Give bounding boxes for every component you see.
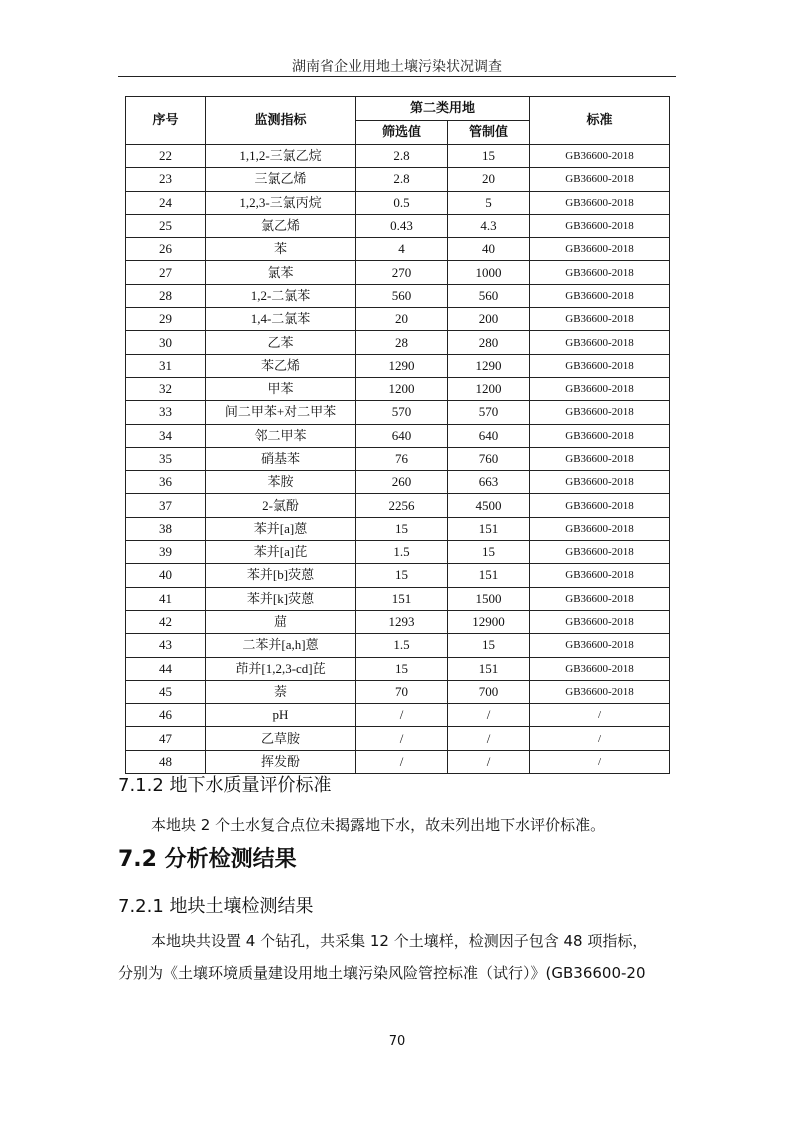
cell-screening-value: 1293	[356, 610, 448, 633]
cell-standard: /	[530, 704, 670, 727]
cell-seq: 37	[126, 494, 206, 517]
header-rule	[118, 76, 676, 77]
cell-screening-value: 2256	[356, 494, 448, 517]
table-row	[126, 447, 670, 470]
cell-indicator: 苯胺	[206, 471, 356, 494]
cell-standard: GB36600-2018	[530, 634, 670, 657]
cell-screening-value: 20	[356, 308, 448, 331]
table-row	[126, 727, 670, 750]
section-7-2-1-heading: 7.2.1 地块土壤检测结果	[118, 896, 314, 917]
table-row	[126, 401, 670, 424]
cell-seq: 42	[126, 610, 206, 633]
cell-standard: GB36600-2018	[530, 354, 670, 377]
table-row	[126, 145, 670, 168]
cell-standard: GB36600-2018	[530, 377, 670, 400]
cell-seq: 38	[126, 517, 206, 540]
cell-standard: GB36600-2018	[530, 168, 670, 191]
cell-indicator: 苯并[a]蒽	[206, 517, 356, 540]
cell-indicator: 乙苯	[206, 331, 356, 354]
cell-control-value: 570	[448, 401, 530, 424]
table-row	[126, 541, 670, 564]
cell-standard: GB36600-2018	[530, 308, 670, 331]
cell-seq: 47	[126, 727, 206, 750]
cell-screening-value: 560	[356, 284, 448, 307]
table-row	[126, 331, 670, 354]
cell-control-value: 663	[448, 471, 530, 494]
cell-seq: 45	[126, 680, 206, 703]
cell-seq: 32	[126, 377, 206, 400]
cell-screening-value: 570	[356, 401, 448, 424]
cell-standard: GB36600-2018	[530, 610, 670, 633]
cell-control-value: 20	[448, 168, 530, 191]
cell-control-value: 1500	[448, 587, 530, 610]
cell-standard: GB36600-2018	[530, 424, 670, 447]
cell-indicator: 1,2-二氯苯	[206, 284, 356, 307]
cell-control-value: /	[448, 727, 530, 750]
cell-screening-value: 15	[356, 657, 448, 680]
cell-screening-value: 1.5	[356, 634, 448, 657]
cell-screening-value: 1200	[356, 377, 448, 400]
header-screening-value: 筛选值	[356, 121, 448, 145]
cell-screening-value: 2.8	[356, 168, 448, 191]
cell-standard: GB36600-2018	[530, 587, 670, 610]
criteria-table-head	[126, 97, 670, 145]
cell-screening-value: 15	[356, 564, 448, 587]
page-header-title: 湖南省企业用地土壤污染状况调查	[292, 59, 502, 75]
cell-control-value: 12900	[448, 610, 530, 633]
cell-indicator: 二苯并[a,h]蒽	[206, 634, 356, 657]
cell-indicator: 苯并[a]芘	[206, 541, 356, 564]
table-row	[126, 377, 670, 400]
criteria-table	[125, 96, 670, 774]
cell-standard: GB36600-2018	[530, 657, 670, 680]
cell-seq: 27	[126, 261, 206, 284]
cell-control-value: 40	[448, 238, 530, 261]
cell-indicator: 茚并[1,2,3-cd]芘	[206, 657, 356, 680]
cell-indicator: 苯并[b]荧蒽	[206, 564, 356, 587]
cell-standard: GB36600-2018	[530, 261, 670, 284]
cell-screening-value: 640	[356, 424, 448, 447]
cell-standard: GB36600-2018	[530, 680, 670, 703]
cell-control-value: /	[448, 704, 530, 727]
cell-screening-value: 15	[356, 517, 448, 540]
cell-screening-value: /	[356, 727, 448, 750]
cell-seq: 34	[126, 424, 206, 447]
section-7-2-heading: 7.2 分析检测结果	[118, 847, 297, 872]
cell-seq: 48	[126, 750, 206, 773]
cell-indicator: 2-氯酚	[206, 494, 356, 517]
cell-seq: 41	[126, 587, 206, 610]
cell-control-value: 280	[448, 331, 530, 354]
cell-screening-value: 0.5	[356, 191, 448, 214]
cell-indicator: 挥发酚	[206, 750, 356, 773]
cell-seq: 33	[126, 401, 206, 424]
page-number: 70	[388, 1034, 406, 1049]
table-row	[126, 564, 670, 587]
cell-control-value: 1200	[448, 377, 530, 400]
cell-screening-value: 1.5	[356, 541, 448, 564]
cell-standard: GB36600-2018	[530, 145, 670, 168]
cell-indicator: 硝基苯	[206, 447, 356, 470]
cell-standard: GB36600-2018	[530, 284, 670, 307]
cell-seq: 26	[126, 238, 206, 261]
cell-screening-value: 270	[356, 261, 448, 284]
section-7-2-1-line-2: 分别为《土壤环境质量建设用地土壤污染风险管控标准（试行）》(GB36600-20	[118, 964, 646, 982]
cell-seq: 30	[126, 331, 206, 354]
cell-control-value: 1290	[448, 354, 530, 377]
cell-seq: 43	[126, 634, 206, 657]
cell-seq: 44	[126, 657, 206, 680]
cell-seq: 36	[126, 471, 206, 494]
cell-seq: 28	[126, 284, 206, 307]
table-row	[126, 261, 670, 284]
cell-control-value: 151	[448, 564, 530, 587]
table-row	[126, 657, 670, 680]
cell-screening-value: 76	[356, 447, 448, 470]
cell-control-value: 200	[448, 308, 530, 331]
cell-control-value: /	[448, 750, 530, 773]
table-row	[126, 634, 670, 657]
cell-standard: GB36600-2018	[530, 191, 670, 214]
cell-screening-value: 260	[356, 471, 448, 494]
cell-seq: 29	[126, 308, 206, 331]
section-7-1-2-text: 本地块 2 个土水复合点位未揭露地下水，故未列出地下水评价标准。	[151, 816, 606, 834]
cell-control-value: 151	[448, 657, 530, 680]
cell-control-value: 560	[448, 284, 530, 307]
cell-standard: /	[530, 727, 670, 750]
table-row	[126, 284, 670, 307]
header-standard: 标准	[530, 97, 670, 145]
cell-indicator: 氯苯	[206, 261, 356, 284]
cell-indicator: 1,2,3-三氯丙烷	[206, 191, 356, 214]
header-land-class: 第二类用地	[356, 97, 530, 121]
cell-screening-value: /	[356, 750, 448, 773]
cell-standard: GB36600-2018	[530, 517, 670, 540]
section-7-2-1-line-1: 本地块共设置 4 个钻孔，共采集 12 个土壤样，检测因子包含 48 项指标，	[151, 932, 648, 950]
cell-indicator: 1,4-二氯苯	[206, 308, 356, 331]
table-row	[126, 168, 670, 191]
table-row	[126, 191, 670, 214]
cell-standard: GB36600-2018	[530, 238, 670, 261]
cell-standard: /	[530, 750, 670, 773]
cell-control-value: 640	[448, 424, 530, 447]
cell-indicator: 苯并[k]荧蒽	[206, 587, 356, 610]
cell-indicator: 1,1,2-三氯乙烷	[206, 145, 356, 168]
table-row	[126, 704, 670, 727]
cell-indicator: 甲苯	[206, 377, 356, 400]
cell-seq: 22	[126, 145, 206, 168]
cell-indicator: 苯	[206, 238, 356, 261]
cell-screening-value: 1290	[356, 354, 448, 377]
table-row	[126, 610, 670, 633]
table-row	[126, 308, 670, 331]
cell-screening-value: 70	[356, 680, 448, 703]
cell-indicator: 间二甲苯+对二甲苯	[206, 401, 356, 424]
cell-seq: 23	[126, 168, 206, 191]
cell-screening-value: /	[356, 704, 448, 727]
table-row	[126, 354, 670, 377]
cell-control-value: 15	[448, 634, 530, 657]
table-row	[126, 238, 670, 261]
cell-screening-value: 28	[356, 331, 448, 354]
cell-screening-value: 4	[356, 238, 448, 261]
cell-seq: 35	[126, 447, 206, 470]
table-row	[126, 494, 670, 517]
cell-indicator: 萘	[206, 680, 356, 703]
cell-control-value: 4.3	[448, 214, 530, 237]
criteria-table-body	[126, 145, 670, 774]
cell-control-value: 1000	[448, 261, 530, 284]
header-control-value: 管制值	[448, 121, 530, 145]
table-row	[126, 471, 670, 494]
cell-indicator: 苯乙烯	[206, 354, 356, 377]
cell-control-value: 15	[448, 541, 530, 564]
cell-seq: 39	[126, 541, 206, 564]
cell-control-value: 15	[448, 145, 530, 168]
table-row	[126, 424, 670, 447]
cell-standard: GB36600-2018	[530, 447, 670, 470]
table-row	[126, 587, 670, 610]
cell-standard: GB36600-2018	[530, 471, 670, 494]
table-row	[126, 680, 670, 703]
cell-seq: 40	[126, 564, 206, 587]
cell-indicator: 乙草胺	[206, 727, 356, 750]
cell-indicator: 三氯乙烯	[206, 168, 356, 191]
cell-screening-value: 2.8	[356, 145, 448, 168]
cell-seq: 25	[126, 214, 206, 237]
cell-standard: GB36600-2018	[530, 214, 670, 237]
header-indicator: 监测指标	[206, 97, 356, 145]
cell-seq: 24	[126, 191, 206, 214]
cell-seq: 31	[126, 354, 206, 377]
cell-control-value: 700	[448, 680, 530, 703]
header-seq: 序号	[126, 97, 206, 145]
cell-standard: GB36600-2018	[530, 331, 670, 354]
cell-standard: GB36600-2018	[530, 401, 670, 424]
cell-screening-value: 0.43	[356, 214, 448, 237]
table-row	[126, 750, 670, 773]
cell-screening-value: 151	[356, 587, 448, 610]
cell-control-value: 151	[448, 517, 530, 540]
cell-seq: 46	[126, 704, 206, 727]
cell-control-value: 760	[448, 447, 530, 470]
cell-standard: GB36600-2018	[530, 564, 670, 587]
cell-indicator: 氯乙烯	[206, 214, 356, 237]
section-7-1-2-heading: 7.1.2 地下水质量评价标准	[118, 775, 332, 796]
cell-indicator: 䓛	[206, 610, 356, 633]
cell-standard: GB36600-2018	[530, 541, 670, 564]
cell-control-value: 5	[448, 191, 530, 214]
table-row	[126, 214, 670, 237]
cell-control-value: 4500	[448, 494, 530, 517]
cell-indicator: pH	[206, 704, 356, 727]
table-row	[126, 517, 670, 540]
cell-standard: GB36600-2018	[530, 494, 670, 517]
cell-indicator: 邻二甲苯	[206, 424, 356, 447]
